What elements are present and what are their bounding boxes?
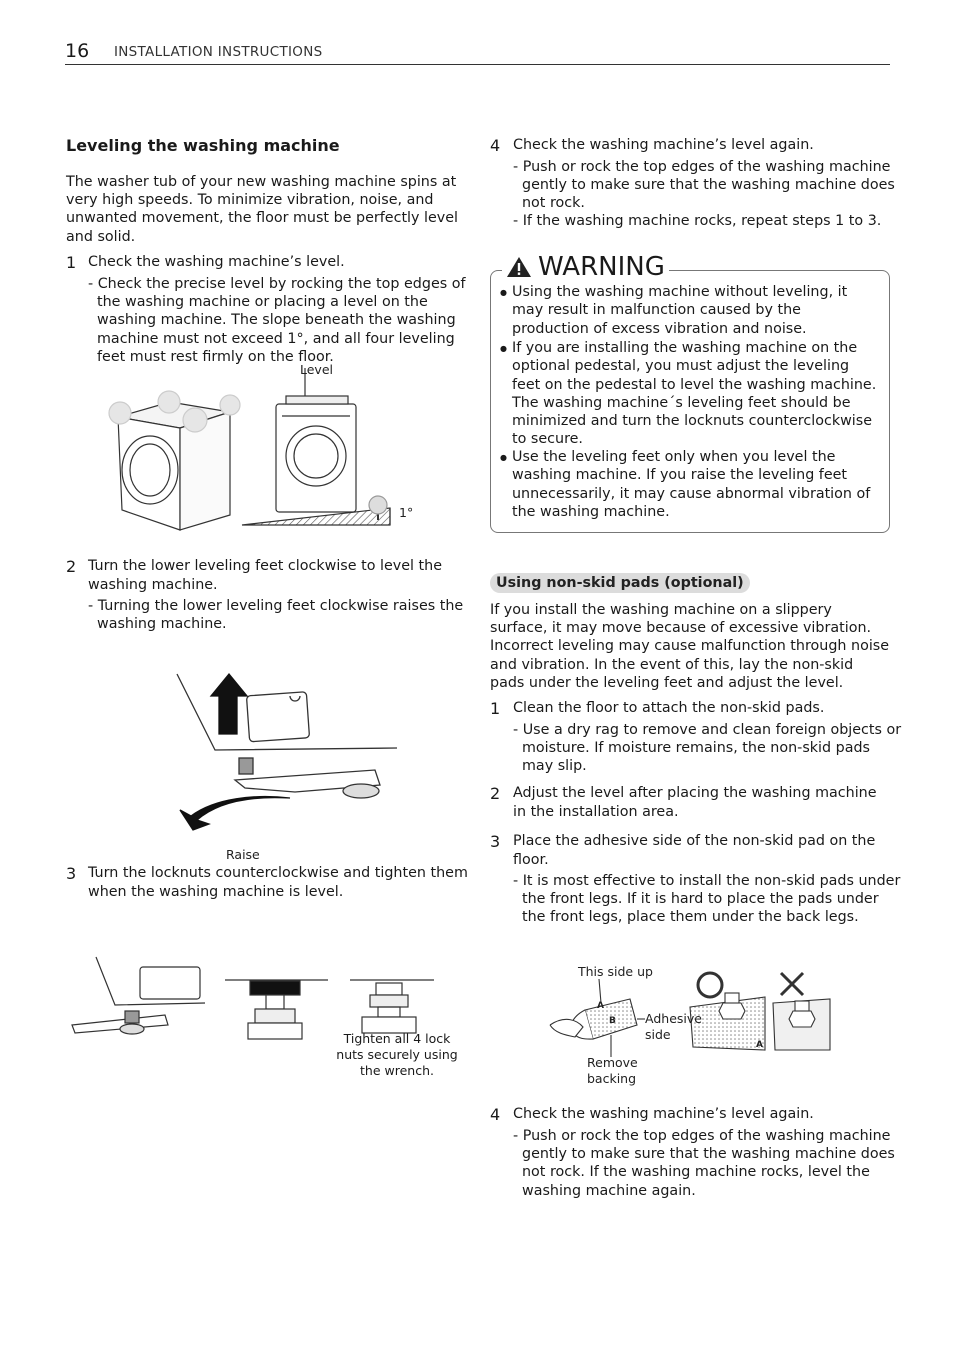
step-number: 2 — [490, 784, 501, 803]
label-a: A — [756, 1040, 763, 1050]
step-text: Check the washing machine’s level again. — [513, 1106, 814, 1122]
nonskid-section-title: Using non-skid pads (optional) — [490, 573, 750, 593]
step-text: Turn the locknuts counterclockwise and tighten them when the washing machine is level. — [88, 865, 468, 900]
header-title: INSTALLATION INSTRUCTIONS — [114, 44, 323, 60]
remove-backing-label: Remove backing — [587, 1055, 638, 1086]
step-text: Place the adhesive side of the non-skid pad on the floor. — [513, 833, 876, 868]
tighten-caption: Tighten all 4 lock nuts securely using the wrench. — [336, 1031, 458, 1078]
nonskid-intro: If you install the washing machine on a slippery surface, it may move because of excessive vibration. Incorrect leveling may cause malfunction through noise and vibration. In the event of this, lay the non-skid pads under the leveling feet and adjust the level. — [490, 602, 890, 691]
step-sub-text: - Turning the lower leveling feet clockwise raises the washing machine. — [88, 598, 464, 633]
warning-triangle-icon — [506, 256, 532, 278]
step-text: Turn the lower leveling feet clockwise to level the washing machine. — [88, 558, 442, 593]
step-number: 3 — [490, 832, 501, 851]
degree-label: 1° — [399, 505, 414, 520]
warning-item: ● Using the washing machine without leveling, it may result in malfunction caused by the production of excess vibration and noise. — [500, 283, 880, 339]
header-divider — [65, 64, 890, 65]
step-sub-text: - Use a dry rag to remove and clean foreign objects or moisture. If moisture remains, the non-skid pads may slip. — [513, 722, 902, 775]
step-text: Clean the floor to attach the non-skid pads. — [513, 700, 825, 716]
this-side-up-label: This side up — [578, 964, 653, 979]
step-text: Adjust the level after placing the washing machine in the installation area. — [513, 785, 877, 820]
step-number: 1 — [66, 253, 77, 272]
raise-label: Raise — [226, 847, 260, 862]
step-sub-text: - If the washing machine rocks, repeat steps 1 to 3. — [513, 213, 882, 229]
step-number: 4 — [490, 1105, 501, 1124]
page-number: 16 — [65, 40, 90, 62]
step-text: Check the washing machine’s level again. — [513, 137, 814, 153]
warning-heading — [502, 252, 669, 282]
warning-list — [500, 283, 880, 521]
step-number: 3 — [66, 864, 77, 883]
warning-title: WARNING — [538, 252, 665, 282]
step-sub-text: - Push or rock the top edges of the washing machine gently to make sure that the washing machine does not rock. If the washing machine rocks, level the washing machine again. — [513, 1128, 895, 1199]
step-sub-text: - It is most effective to install the non-skid pads under the front legs. If it is hard to place the pads under the front legs, place them under the back legs. — [513, 873, 901, 926]
raise-feet-illustration — [175, 670, 405, 835]
label-a: A — [597, 1001, 604, 1011]
level-label: Level — [300, 362, 333, 377]
step-sub-text: - Check the precise level by rocking the top edges of the washing machine or placing a level on the washing machine. The slope beneath the washing machine must not exceed 1°, and all four leveling feet must rest firmly on the floor. — [88, 276, 466, 365]
level-check-illustration — [100, 360, 430, 535]
step-text: Check the washing machine’s level. — [88, 254, 345, 270]
warning-item: ● If you are installing the washing machine on the optional pedestal, you must adjust the leveling feet on the pedestal to level the washing machine. The washing machine´s leveling feet should be minimized and turn the locknuts counterclockwise to secure. — [500, 339, 880, 448]
warning-item: ● Use the leveling feet only when you level the washing machine. If you raise the leveling feet unnecessarily, it may cause abnormal vibration of the washing machine. — [500, 448, 880, 521]
label-b: B — [609, 1016, 616, 1026]
step-number: 4 — [490, 136, 501, 155]
section-title: Leveling the washing machine — [66, 136, 340, 155]
intro-paragraph: The washer tub of your new washing machine spins at very high speeds. To minimize vibration, noise, and unwanted movement, the floor must be perfectly level and solid. — [66, 174, 459, 245]
step-number: 2 — [66, 557, 77, 576]
step-sub-text: - Push or rock the top edges of the washing machine gently to make sure that the washing machine does not rock. — [513, 159, 895, 212]
step-number: 1 — [490, 699, 501, 718]
adhesive-side-label: Adhesive side — [645, 1011, 702, 1042]
